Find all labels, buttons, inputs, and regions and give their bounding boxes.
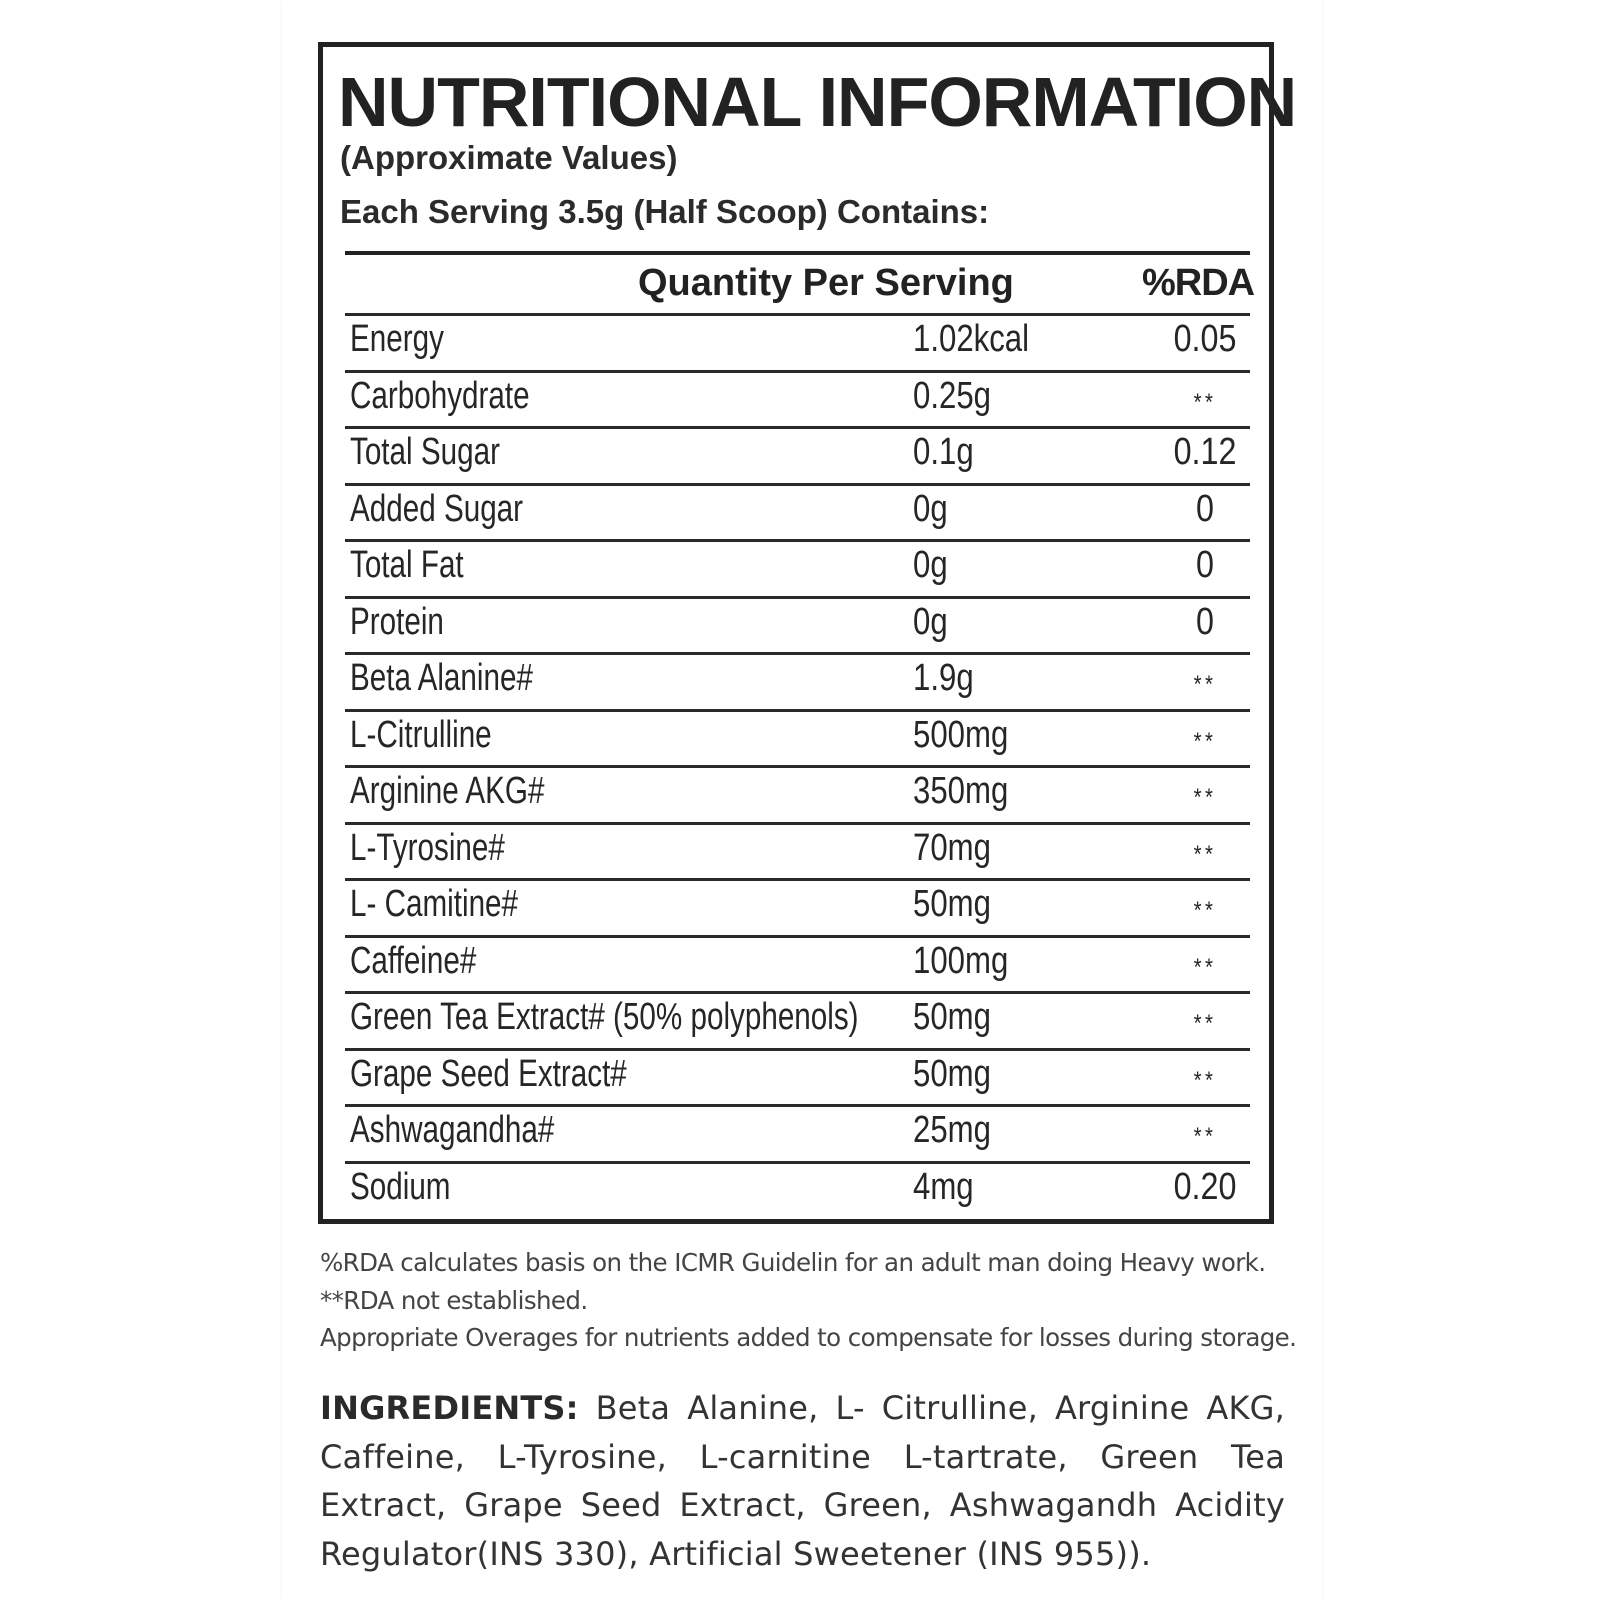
footnotes	[320, 1244, 1300, 1357]
panel-title: NUTRITIONAL INFORMATION	[338, 63, 1297, 141]
footnote-rda-not-established: **RDA not established.	[320, 1285, 588, 1315]
nutrient-quantity: 350mg	[913, 770, 1009, 812]
table-row	[345, 539, 1250, 596]
nutrient-rda: **	[1193, 1123, 1217, 1150]
nutrient-name: Ashwagandha#	[350, 1109, 555, 1151]
nutrient-name: Caffeine#	[350, 939, 477, 982]
table-row	[345, 596, 1250, 653]
nutrient-name: L- Camitine#	[350, 883, 519, 925]
serving-size: Each Serving 3.5g (Half Scoop) Contains:	[340, 193, 990, 230]
table-row	[345, 1161, 1250, 1218]
nutrient-rda: **	[1193, 784, 1217, 811]
table-row	[345, 878, 1250, 935]
nutrient-rda: 0.20	[1173, 1165, 1237, 1208]
nutrient-name: Arginine AKG#	[350, 770, 545, 812]
nutrient-rda: **	[1193, 953, 1217, 981]
table-row	[345, 426, 1250, 483]
nutrient-name: L-Citrulline	[350, 713, 492, 756]
nutrient-quantity: 0g	[913, 600, 948, 643]
table-row	[345, 483, 1250, 540]
nutrient-name: Added Sugar	[350, 487, 524, 530]
nutrient-rda: 0	[1196, 544, 1214, 586]
nutrient-name: Carbohydrate	[350, 374, 530, 417]
nutrient-rda: **	[1193, 671, 1217, 698]
nutrient-name: Green Tea Extract# (50% polyphenols)	[350, 996, 859, 1038]
nutrient-quantity: 4mg	[913, 1165, 974, 1208]
footnote-overages: Appropriate Overages for nutrients added to compensate for losses during storage.	[320, 1323, 1297, 1352]
nutrient-quantity: 50mg	[913, 1052, 991, 1095]
nutrient-name: Protein	[350, 600, 444, 643]
nutrient-quantity: 50mg	[913, 996, 991, 1038]
header-divider	[345, 251, 1250, 255]
table-row	[345, 991, 1250, 1048]
footnote-rda-basis: %RDA calculates basis on the ICMR Guidelin for an adult man doing Heavy work.	[320, 1248, 1266, 1277]
nutrient-quantity: 25mg	[913, 1109, 991, 1151]
nutrient-quantity: 1.9g	[913, 657, 974, 699]
nutrient-name: Grape Seed Extract#	[350, 1052, 627, 1095]
nutrient-quantity: 0g	[913, 487, 948, 530]
table-row	[345, 822, 1250, 879]
nutrient-quantity: 50mg	[913, 883, 991, 925]
nutrient-rda: 0	[1196, 487, 1214, 530]
nutrient-rda: 0.05	[1173, 318, 1237, 360]
panel-subtitle: (Approximate Values)	[340, 139, 678, 176]
nutrient-name: Total Sugar	[350, 431, 500, 473]
nutrient-table	[345, 313, 1250, 1217]
nutrient-name: Total Fat	[350, 544, 464, 586]
nutrient-quantity: 0.1g	[913, 431, 974, 473]
table-row	[345, 709, 1250, 766]
column-header-rda: %RDA	[1142, 262, 1255, 304]
nutrient-rda: **	[1193, 897, 1217, 924]
nutrient-quantity: 100mg	[913, 939, 1009, 982]
nutrient-name: Beta Alanine#	[350, 657, 533, 699]
ingredients-heading: INGREDIENTS:	[320, 1389, 579, 1427]
nutrient-quantity: 500mg	[913, 713, 1009, 756]
nutrient-rda: **	[1193, 1010, 1217, 1037]
nutrient-rda: **	[1193, 727, 1217, 755]
column-header-quantity: Quantity Per Serving	[638, 262, 1014, 304]
table-row	[345, 1048, 1250, 1105]
nutrient-name: Sodium	[350, 1165, 451, 1208]
table-row	[345, 935, 1250, 992]
nutrient-rda: 0	[1196, 600, 1214, 643]
nutrient-quantity: 0g	[913, 544, 948, 586]
table-row	[345, 652, 1250, 709]
nutrient-quantity: 1.02kcal	[913, 318, 1030, 360]
ingredients-text: Beta Alanine, L- Citrulline, Arginine AKG, Caffeine, L-Tyrosine, L-carnitine L-tartrate, Green Tea Extract, Grape Seed Extract, Green, Ashwagandh Acidity Regulator(INS 330), Artificial Sweetener (INS 955)).	[320, 1389, 1286, 1573]
nutrient-rda: **	[1193, 1066, 1217, 1094]
nutrient-quantity: 0.25g	[913, 374, 991, 417]
nutrient-quantity: 70mg	[913, 826, 991, 869]
table-row	[345, 370, 1250, 427]
nutrient-rda: **	[1193, 388, 1217, 416]
nutrient-name: Energy	[350, 318, 444, 360]
table-row	[345, 1104, 1250, 1161]
table-row	[345, 313, 1250, 370]
ingredients-paragraph	[320, 1384, 1285, 1578]
nutrient-name: L-Tyrosine#	[350, 826, 505, 869]
nutrient-rda: 0.12	[1173, 431, 1237, 473]
nutrient-rda: **	[1193, 840, 1217, 868]
table-row	[345, 765, 1250, 822]
